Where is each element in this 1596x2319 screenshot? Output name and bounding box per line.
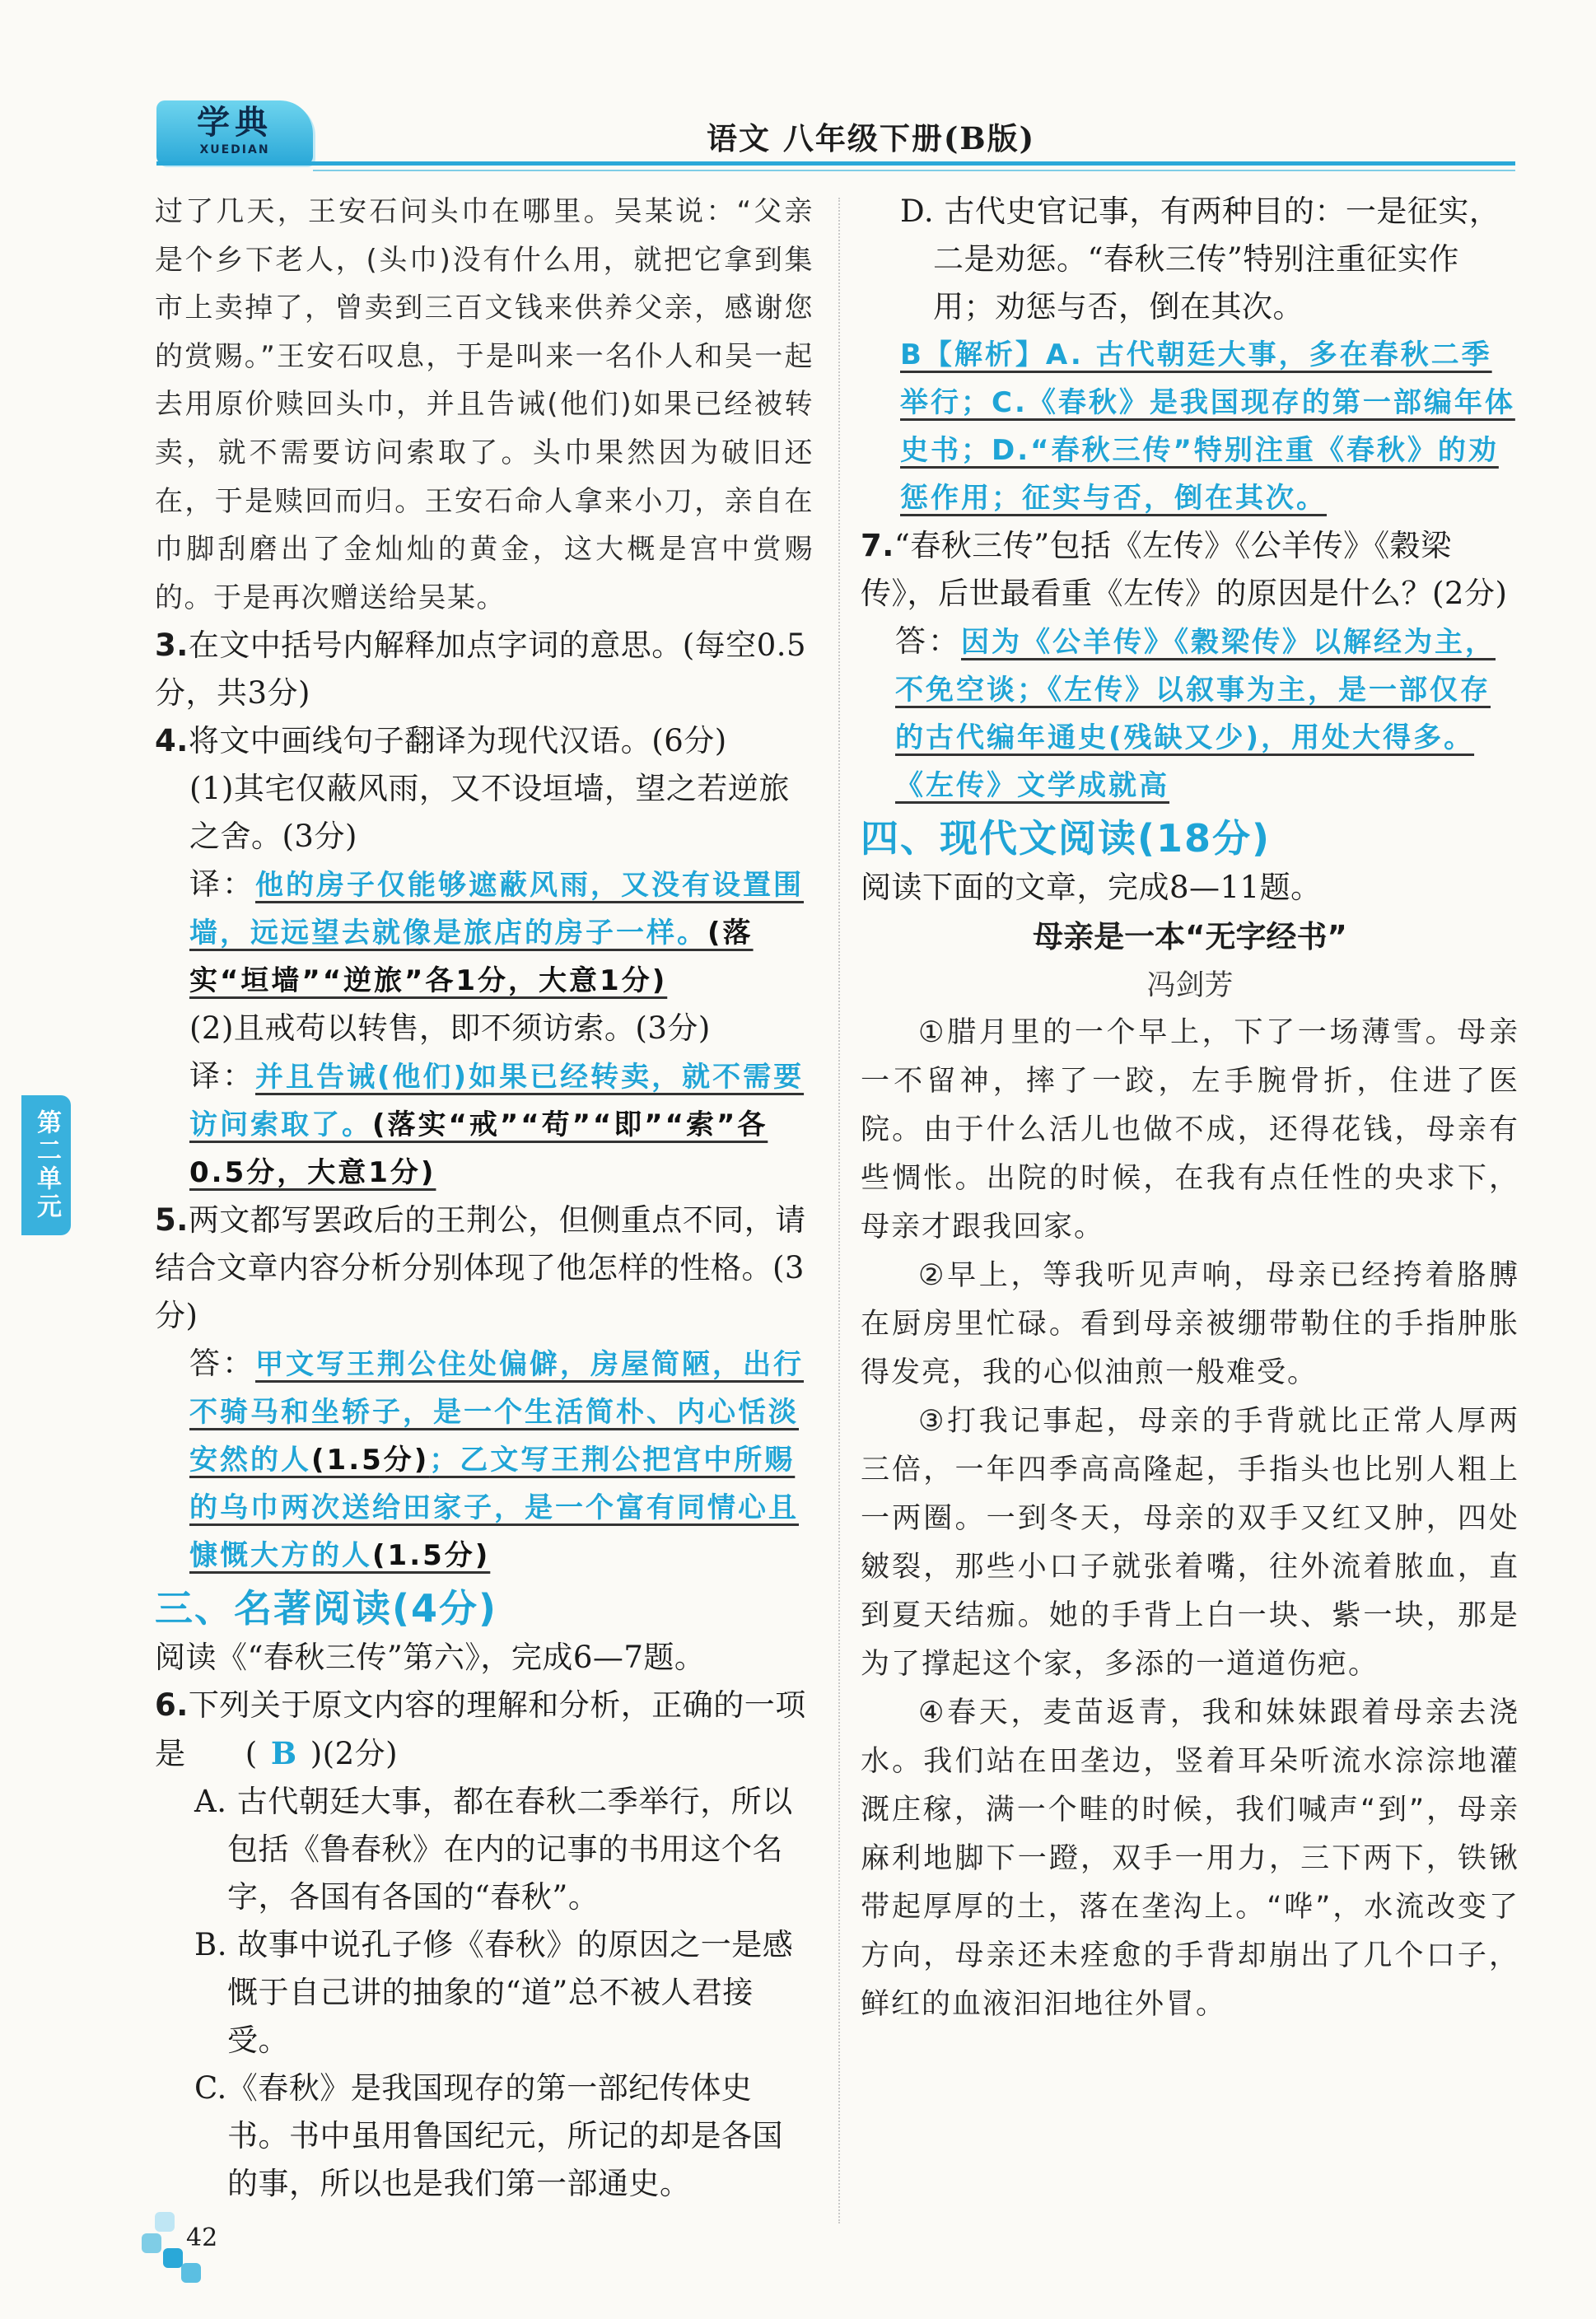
question-number: 6. xyxy=(155,1687,189,1724)
hex-decoration-icon xyxy=(155,2212,175,2232)
answer-text: ；乙文写王荆公把宫中所赐的乌巾两次送给田家子，是一个富有同情心且慷慨大方的人 xyxy=(189,1444,799,1573)
answer-label: 答： xyxy=(189,1346,255,1382)
answer-text: 因为《公羊传》《穀梁传》以解经为主，不免空谈；《左传》以叙事为主，是一部仅存的古代编年通史(残缺又少)，用处大得多。《左传》文学成就高 xyxy=(895,626,1496,802)
options-list-cont xyxy=(861,188,1519,331)
logo-text: 学典 xyxy=(197,104,273,142)
question-3 xyxy=(155,622,814,717)
answer-text: 他的房子仅能够遮蔽风雨，又没有设置围墙，远远望去就像是旅店的房子一样。 xyxy=(189,869,804,950)
score-note: (落实“戒”“苟”“即”“索”各0.5分，大意1分) xyxy=(189,1108,768,1190)
option-d: D. 古代史官记事，有两种目的：一是征实，二是劝惩。“春秋三传”特别注重征实作用；劝惩与否，倒在其次。 xyxy=(900,194,1500,324)
answer-4-1 xyxy=(155,861,814,1005)
answer-5 xyxy=(155,1340,814,1579)
question-4-2: (2)且戒苟以转售，即不须访索。(3分) xyxy=(189,1010,711,1047)
hex-decoration-icon xyxy=(181,2263,201,2283)
question-7 xyxy=(861,522,1519,618)
question-6 xyxy=(155,1682,814,1778)
answer-label: 译： xyxy=(189,866,255,903)
answer-4-2 xyxy=(155,1052,814,1197)
question-text: 在文中括号内解释加点字词的意思。(每空0.5分，共3分) xyxy=(155,628,807,712)
header-rule-thin xyxy=(313,170,1515,171)
option-c: C.《春秋》是我国现存的第一部纪传体史书。书中虽用鲁国纪元，所记的却是各国的事，所以也是我们第一部通史。 xyxy=(194,2070,783,2202)
article-paragraph-3: ③打我记事起，母亲的手背就比正常人厚两三倍，一年四季高高隆起，手指头也比别人粗上一两圈。一到冬天，母亲的双手又红又肿，四处皴裂，那些小口子就张着嘴，往外流着脓血，直到夏天结痂。她的手背上白一块、紫一块，那是为了撑起这个家，多添的一道道伤疤。 xyxy=(861,1405,1519,1681)
article-paragraph-2: ②早上，等我听见声响，母亲已经挎着胳膊在厨房里忙碌。看到母亲被绷带勒住的手指肿胀得发亮，我的心似油煎一般难受。 xyxy=(861,1259,1519,1389)
question-5 xyxy=(155,1197,814,1340)
article-paragraph-1: ①腊月里的一个早上，下了一场薄雪。母亲一不留神，摔了一跤，左手腕骨折，住进了医院。由于什么活儿也做不成，还得花钱，母亲有些惆怅。出院的时候，在我有点任性的央求下，母亲才跟我回家。 xyxy=(861,1016,1519,1243)
unit-tab: 第二单元 xyxy=(21,1095,71,1235)
answer-label: 译： xyxy=(189,1058,255,1094)
analysis-6: B【解析】A. 古代朝廷大事，多在春秋二季举行；C.《春秋》是我国现存的第一部编年体史书；D.“春秋三传”特别注重《春秋》的劝惩作用；征实与否，倒在其次。 xyxy=(900,338,1515,515)
answer-text: 并且告诫(他们)如果已经转卖，就不需要访问索取了。 xyxy=(189,1061,805,1142)
question-4-1: (1)其宅仅蔽风雨，又不设垣墙，望之若逆旅之舍。(3分) xyxy=(189,771,790,855)
hex-decoration-icon xyxy=(163,2248,183,2268)
option-b: B. 故事中说孔子修《春秋》的原因之一是感慨于自己讲的抽象的“道”总不被人君接受。 xyxy=(194,1927,794,2059)
question-text: “春秋三传”包括《左传》《公羊传》《穀梁传》，后世最看重《左传》的原因是什么？(2分) xyxy=(861,528,1508,611)
question-text: 将文中画线句子翻译为现代汉语。(6分) xyxy=(188,723,727,759)
article-title: 母亲是一本“无字经书” xyxy=(1033,919,1347,954)
question-score: )(2分) xyxy=(310,1736,399,1772)
section-4-intro: 阅读下面的文章，完成8—11题。 xyxy=(861,870,1322,905)
score-note: (1.5分) xyxy=(311,1444,430,1477)
score-note: (1.5分) xyxy=(372,1539,491,1573)
hex-decoration-icon xyxy=(142,2233,161,2253)
option-a: A. 古代朝廷大事，都在春秋二季举行，所以包括《鲁春秋》在内的记事的书用这个名字，各国有各国的“春秋”。 xyxy=(194,1784,793,1915)
question-number: 7. xyxy=(861,528,894,563)
column-divider xyxy=(838,198,840,2223)
article-paragraph-4: ④春天，麦苗返青，我和妹妹跟着母亲去浇水。我们站在田垄边，竖着耳朵听流水淙淙地灌溉庄稼，满一个畦的时候，我们喊声“到”，母亲麻利地脚下一蹬，双手一用力，三下两下，铁锹带起厚厚的土，落在垄沟上。“哗”，水流改变了方向，母亲还未痊愈的手背却崩出了几个口子，鲜红的血液汩汩地往外冒。 xyxy=(861,1696,1519,2021)
answer-bracket: ( xyxy=(245,1736,258,1772)
question-text: 两文都写罢政后的王荆公，但侧重点不同，请结合文章内容分析分别体现了他怎样的性格。(3分) xyxy=(155,1202,806,1334)
question-4 xyxy=(155,717,814,765)
section-3-intro: 阅读《“春秋三传”第六》，完成6—7题。 xyxy=(155,1640,706,1676)
translation-passage: 过了几天，王安石问头巾在哪里。吴某说：“父亲是个乡下老人，(头巾)没有什么用，就把它拿到集市上卖掉了，曾卖到三百文钱来供养父亲，感谢您的赏赐。”王安石叹息，于是叫来一名仆人和吴一起去用原价赎回头巾，并且告诫(他们)如果已经被转卖，就不需要访问索取了。头巾果然因为破旧还在，于是赎回而归。王安石命人拿来小刀，亲自在巾脚刮磨出了金灿灿的黄金，这大概是宫中赏赐的。于是再次赠送给吴某。 xyxy=(155,195,814,614)
left-column xyxy=(155,188,814,2208)
publisher-logo xyxy=(156,100,313,165)
options-list xyxy=(155,1778,814,2208)
question-number: 3. xyxy=(155,628,189,664)
question-number: 4. xyxy=(155,723,189,759)
section-heading-3: 三、名著阅读(4分) xyxy=(155,1586,498,1631)
answer-text: 甲文写王荆公住处偏僻，房屋简陋，出行不骑马和坐轿子，是一个生活简朴、内心恬淡安然的人 xyxy=(189,1348,804,1477)
score-note: (落实“垣墙”“逆旅”各1分，大意1分) xyxy=(189,917,754,998)
section-heading-4: 四、现代文阅读(18分) xyxy=(861,816,1272,861)
article-author: 冯剑芳 xyxy=(1146,969,1234,1002)
right-column xyxy=(861,188,1519,2029)
question-number: 5. xyxy=(155,1202,189,1239)
answer-label: 答： xyxy=(895,623,961,659)
book-title: 语文 八年级下册(B版) xyxy=(707,120,1036,156)
question-text: 下列关于原文内容的理解和分析，正确的一项是 xyxy=(155,1687,806,1772)
answer-choice: B xyxy=(270,1735,297,1772)
header-rule xyxy=(156,161,1515,166)
page-number: 42 xyxy=(186,2223,218,2252)
answer-7 xyxy=(861,618,1519,810)
logo-subtext: XUEDIAN xyxy=(199,143,270,156)
